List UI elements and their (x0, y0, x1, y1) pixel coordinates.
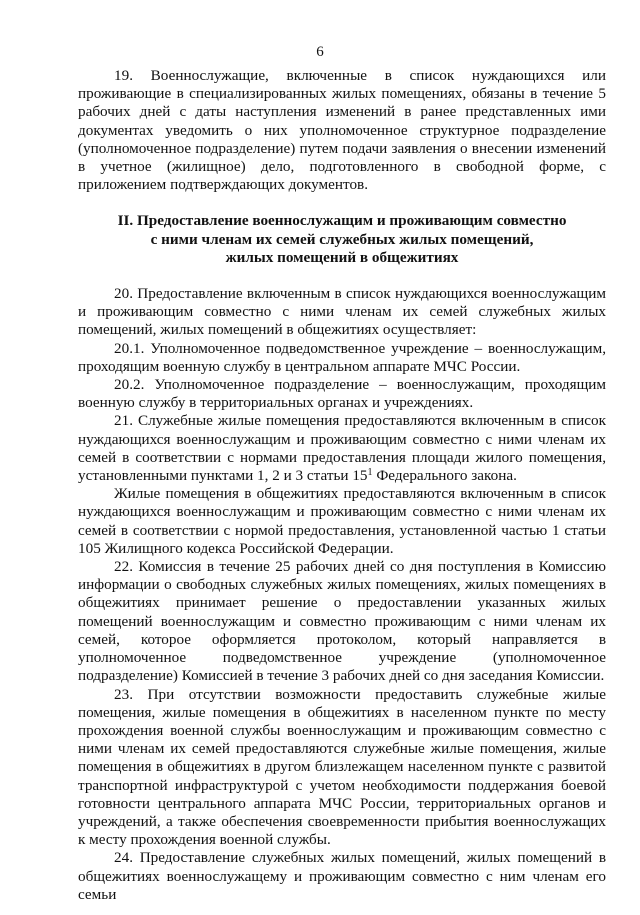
paragraph-21 (78, 412, 606, 485)
paragraph-20-2: 20.2. Уполномоченное подразделение – военнослужащим, проходящим военную службу в территориальных органах и учреждениях. (78, 376, 606, 412)
paragraph-19: 19. Военнослужащие, включенные в список нуждающихся или проживающие в специализированных жилых помещениях, обязаны в течение 5 рабочих дней с даты наступления изменений в ранее представленных ими документах уведомить о них уполномоченное структурное подразделение (уполномоченное подразделение) путем подачи заявления о внесении изменений в учетное (жилищное) дело, подготовленного в свободной форме, с приложением подтверждающих документов. (78, 67, 606, 194)
paragraph-20: 20. Предоставление включенным в список нуждающихся военнослужащим и проживающим совместно с ними членам их семей служебных жилых помещений, жилых помещений в общежитиях осуществляет: (78, 285, 606, 339)
section-heading-line-1: II. Предоставление военнослужащим и проживающим совместно (117, 212, 567, 230)
paragraph-21-dormitory: Жилые помещения в общежитиях предоставляются включенным в список нуждающихся военнослужащим и проживающим совместно с ними членам их семей в соответствии с нормой предоставления, установленной частью 1 статьи 105 Жилищного кодекса Российской Федерации. (78, 485, 606, 557)
paragraph-21-end: Федерального закона. (372, 467, 517, 485)
paragraph-20-1: 20.1. Уполномоченное подведомственное учреждение – военнослужащим, проходящим военную службу в центральном аппарате МЧС России. (78, 339, 606, 375)
paragraph-23: 23. При отсутствии возможности предоставить служебные жилые помещения, жилые помещения в общежитиях в населенном пункте по месту прохождения военной службы военнослужащим и проживающим совместно с ними членам их семей предоставляются служебные жилые помещения, жилые помещения в общежитиях в другом близлежащем населенном пункте с развитой транспортной инфраструктурой с учетом необходимости поддержания боевой готовности центрального аппарата МЧС России, территориальных органов и учреждений, а также обеспечения своевременности прибытия военнослужащих к месту прохождения военной службы. (78, 685, 606, 849)
footnote-superscript: 1 (367, 467, 373, 479)
paragraph-22: 22. Комиссия в течение 25 рабочих дней со дня поступления в Комиссию информации о свободных служебных жилых помещениях, жилых помещениях в общежитиях принимает решение о предоставлении указанных жилых помещений военнослужащим и совместно проживающим с ними членам их семей, которое оформляется протоколом, который направляется в уполномоченное подведомственное учреждение (уполномоченное подразделение) Комиссией в течение 3 рабочих дней со дня заседания Комиссии. (78, 558, 606, 685)
document-body (78, 67, 606, 904)
section-heading-line-2: с ними членам их семей служебных жилых помещений, (150, 230, 534, 248)
page-number: 6 (316, 44, 324, 60)
paragraph-24: 24. Предоставление служебных жилых помещений, жилых помещений в общежитиях военнослужащему и проживающим совместно с ним членам его семьи (78, 849, 606, 903)
paragraph-21-text: 21. Служебные жилые помещения предоставляются включенным в список нуждающихся военнослужащим и проживающим совместно с ними членам их семей в соответствии с нормами предоставления площади жилого помещения, установленными пунктами 1, 2 и 3 статьи 15 (78, 412, 606, 485)
section-heading-line-3: жилых помещений в общежитиях (225, 248, 459, 266)
